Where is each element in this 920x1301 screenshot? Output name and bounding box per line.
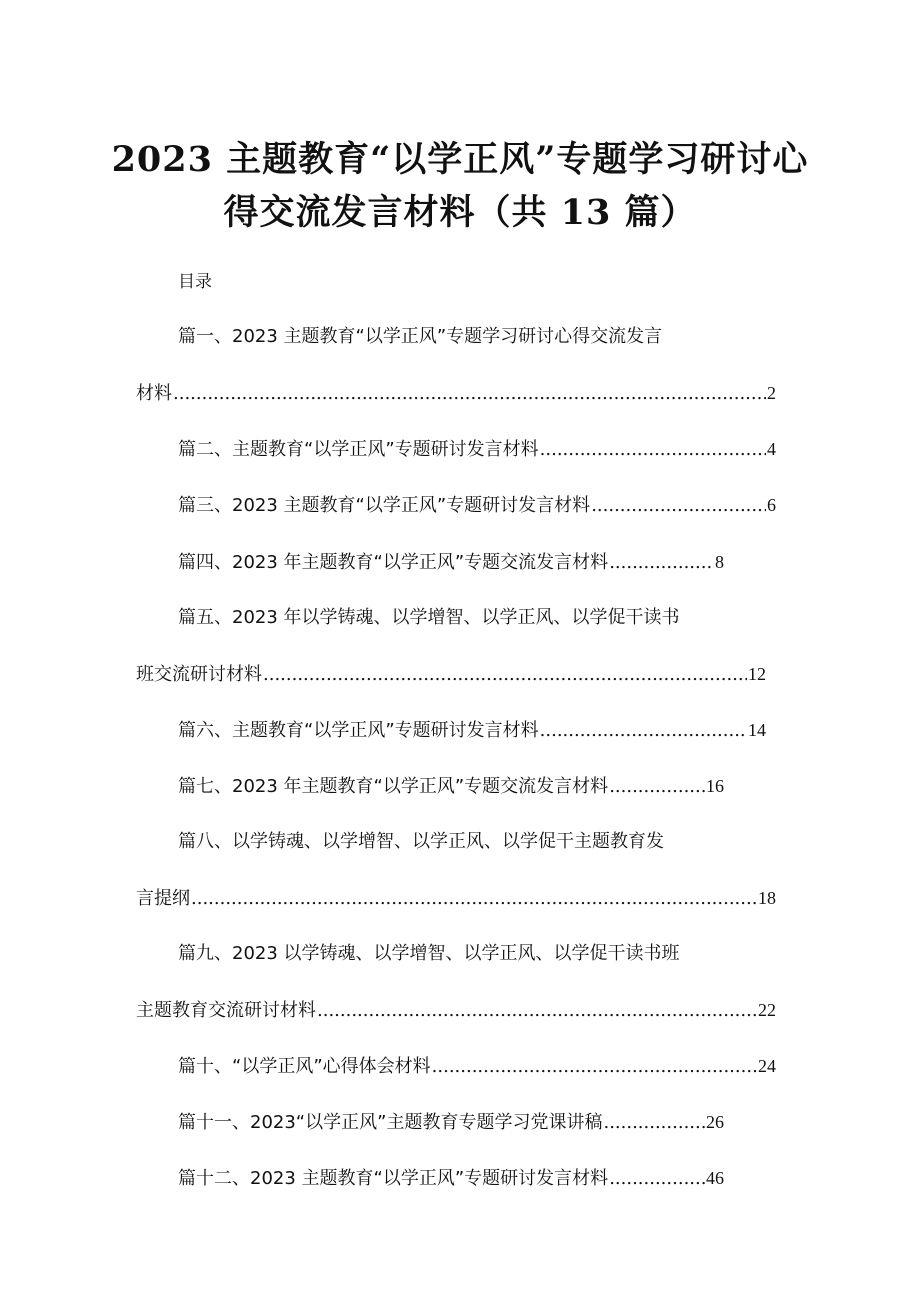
toc-entry-8[interactable] bbox=[136, 885, 776, 912]
toc-page-number: 26 bbox=[706, 1112, 724, 1132]
toc-entry-text: 言提纲 bbox=[136, 888, 190, 909]
toc-entry-2[interactable] bbox=[178, 436, 776, 463]
toc-page-number: 6 bbox=[767, 495, 776, 515]
toc-entry-1-line-1[interactable]: 篇一、2023 主题教育“以学正风”专题学习研讨心得交流发言 bbox=[178, 326, 663, 347]
toc-leader-dots bbox=[540, 718, 747, 744]
toc-leader-dots bbox=[591, 493, 766, 519]
toc-entry-text: 篇十、“以学正风”心得体会材料 bbox=[178, 1056, 431, 1077]
toc-leader-dots bbox=[603, 1110, 705, 1136]
toc-leader-dots bbox=[191, 886, 757, 912]
toc-entry-text: 班交流研讨材料 bbox=[136, 664, 262, 685]
toc-entry-1[interactable] bbox=[136, 380, 776, 407]
toc-page-number: 18 bbox=[758, 888, 776, 908]
toc-leader-dots bbox=[609, 774, 705, 800]
document-title-line-1: 2023 主题教育“以学正风”专题学习研讨心 bbox=[111, 139, 809, 180]
toc-leader-dots bbox=[609, 550, 714, 576]
toc-entry-11[interactable] bbox=[178, 1109, 724, 1136]
toc-entry-12[interactable] bbox=[178, 1165, 724, 1192]
toc-leader-dots bbox=[173, 381, 766, 407]
toc-entry-text: 篇三、2023 主题教育“以学正风”专题研讨发言材料 bbox=[178, 495, 591, 516]
toc-entry-text: 篇六、主题教育“以学正风”专题研讨发言材料 bbox=[178, 720, 539, 741]
toc-entry-7[interactable] bbox=[178, 773, 724, 800]
toc-entry-text: 主题教育交流研讨材料 bbox=[136, 1000, 316, 1021]
toc-page-number: 8 bbox=[715, 552, 724, 572]
toc-page-number: 4 bbox=[767, 439, 776, 459]
toc-entry-4[interactable] bbox=[178, 549, 724, 576]
toc-leader-dots bbox=[540, 437, 766, 463]
toc-entry-5[interactable] bbox=[136, 661, 766, 688]
toc-entry-text: 篇二、主题教育“以学正风”专题研讨发言材料 bbox=[178, 439, 539, 460]
toc-entry-8-line-1[interactable]: 篇八、以学铸魂、以学增智、以学正风、以学促干主题教育发 bbox=[178, 831, 664, 852]
toc-entry-6[interactable] bbox=[178, 717, 766, 744]
toc-entry-text: 材料 bbox=[136, 383, 172, 404]
toc-leader-dots bbox=[432, 1054, 757, 1080]
toc-entry-9[interactable] bbox=[136, 997, 776, 1024]
toc-leader-dots bbox=[263, 662, 747, 688]
toc-page-number: 12 bbox=[748, 664, 766, 684]
toc-page-number: 24 bbox=[758, 1056, 776, 1076]
toc-leader-dots bbox=[317, 998, 757, 1024]
toc-page-number: 46 bbox=[706, 1168, 724, 1188]
toc-entry-9-line-1[interactable]: 篇九、2023 以学铸魂、以学增智、以学正风、以学促干读书班 bbox=[178, 943, 680, 964]
toc-entry-text: 篇十一、2023“以学正风”主题教育专题学习党课讲稿 bbox=[178, 1112, 603, 1133]
toc-entry-text: 篇十二、2023 主题教育“以学正风”专题研讨发言材料 bbox=[178, 1168, 609, 1189]
toc-heading: 目录 bbox=[178, 272, 212, 292]
document-title-line-2: 得交流发言材料（共 13 篇） bbox=[223, 192, 697, 233]
toc-page-number: 22 bbox=[758, 1000, 776, 1020]
toc-page-number: 16 bbox=[706, 776, 724, 796]
toc-leader-dots bbox=[609, 1166, 705, 1192]
toc-entry-5-line-1[interactable]: 篇五、2023 年以学铸魂、以学增智、以学正风、以学促干读书 bbox=[178, 607, 680, 628]
toc-entry-3[interactable] bbox=[178, 492, 776, 519]
toc-entry-10[interactable] bbox=[178, 1053, 776, 1080]
toc-page-number: 14 bbox=[748, 720, 766, 740]
toc-entry-text: 篇七、2023 年主题教育“以学正风”专题交流发言材料 bbox=[178, 776, 609, 797]
toc-page-number: 2 bbox=[767, 383, 776, 403]
toc-entry-text: 篇四、2023 年主题教育“以学正风”专题交流发言材料 bbox=[178, 552, 609, 573]
